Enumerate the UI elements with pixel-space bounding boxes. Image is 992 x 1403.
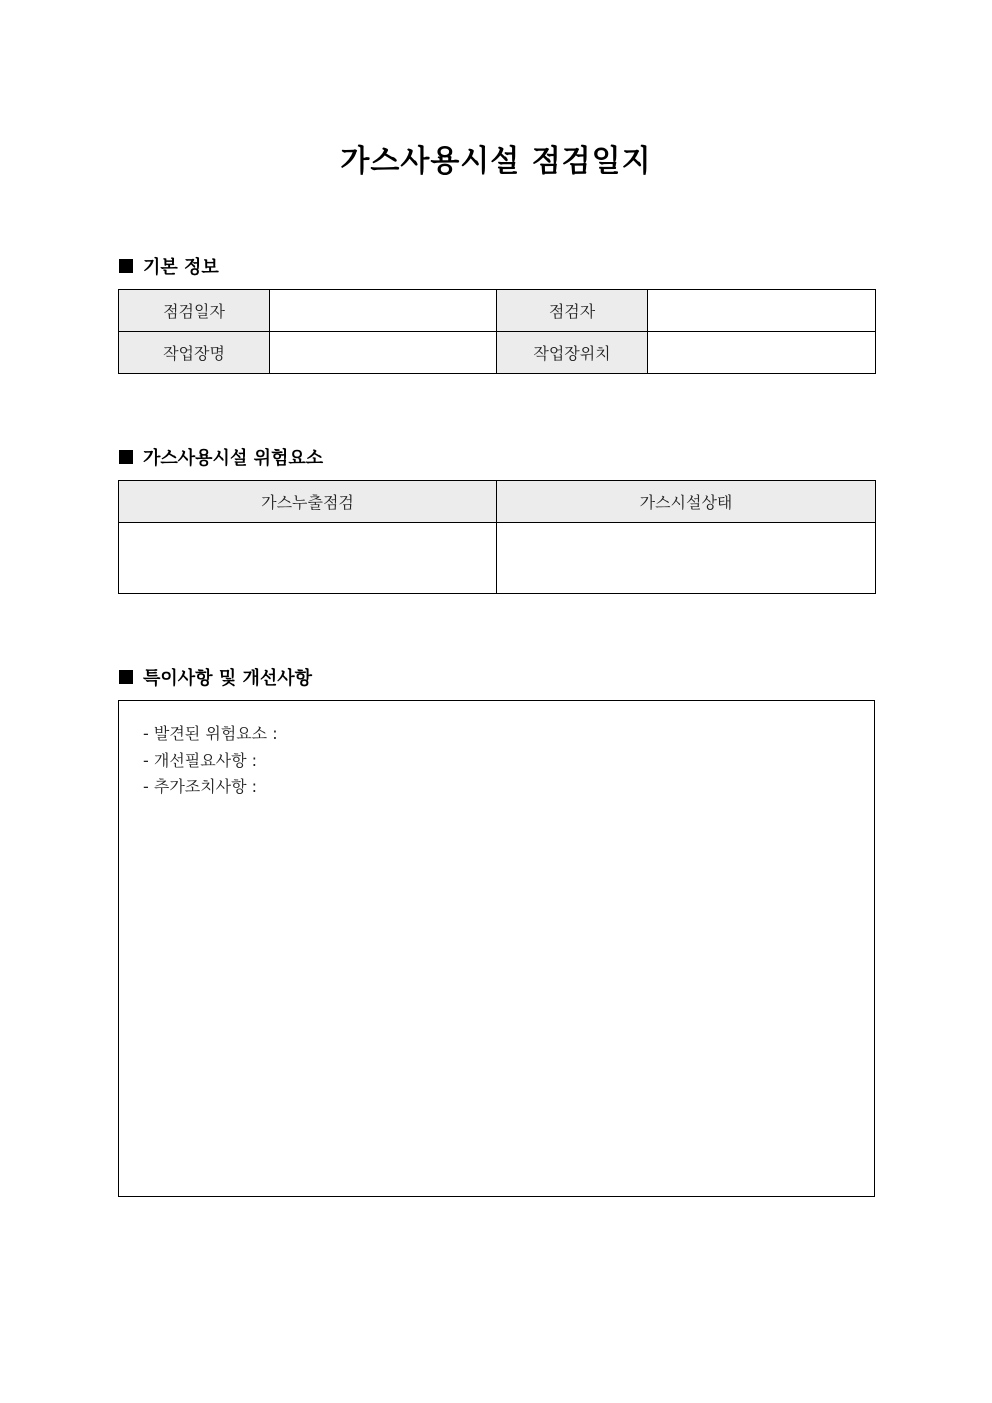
section-heading-hazards	[119, 444, 323, 470]
label-workplace-name: 작업장명	[119, 332, 270, 374]
label-inspector: 점검자	[497, 290, 648, 332]
workplace-location-field[interactable]	[648, 332, 876, 374]
remark-found-hazards: - 발견된 위험요소 :	[143, 724, 278, 743]
section-title: 가스사용시설 위험요소	[143, 448, 324, 469]
square-bullet-icon	[119, 450, 133, 464]
gas-leak-check-field[interactable]	[119, 523, 497, 594]
header-gas-leak-check: 가스누출점검	[119, 481, 497, 523]
table-row	[119, 332, 876, 374]
section-title: 특이사항 및 개선사항	[143, 668, 313, 689]
remarks-list	[119, 701, 874, 801]
gas-facility-status-field[interactable]	[497, 523, 876, 594]
document-title: 가스사용시설 점검일지	[340, 144, 652, 179]
remark-additional-actions: - 추가조치사항 :	[143, 777, 258, 796]
square-bullet-icon	[119, 259, 133, 273]
hazards-table	[118, 480, 876, 594]
inspection-date-field[interactable]	[270, 290, 497, 332]
header-gas-facility-status: 가스시설상태	[497, 481, 876, 523]
remarks-box[interactable]	[118, 700, 875, 1197]
square-bullet-icon	[119, 670, 133, 684]
table-row	[119, 290, 876, 332]
workplace-name-field[interactable]	[270, 332, 497, 374]
label-inspection-date: 점검일자	[119, 290, 270, 332]
label-workplace-location: 작업장위치	[497, 332, 648, 374]
section-title: 기본 정보	[143, 257, 219, 278]
remark-improvements-needed: - 개선필요사항 :	[143, 750, 258, 770]
section-heading-basic-info	[119, 253, 219, 279]
section-heading-remarks	[119, 664, 312, 690]
table-row	[119, 523, 876, 594]
basic-info-table	[118, 289, 876, 374]
table-header-row	[119, 481, 876, 523]
inspector-field[interactable]	[648, 290, 876, 332]
